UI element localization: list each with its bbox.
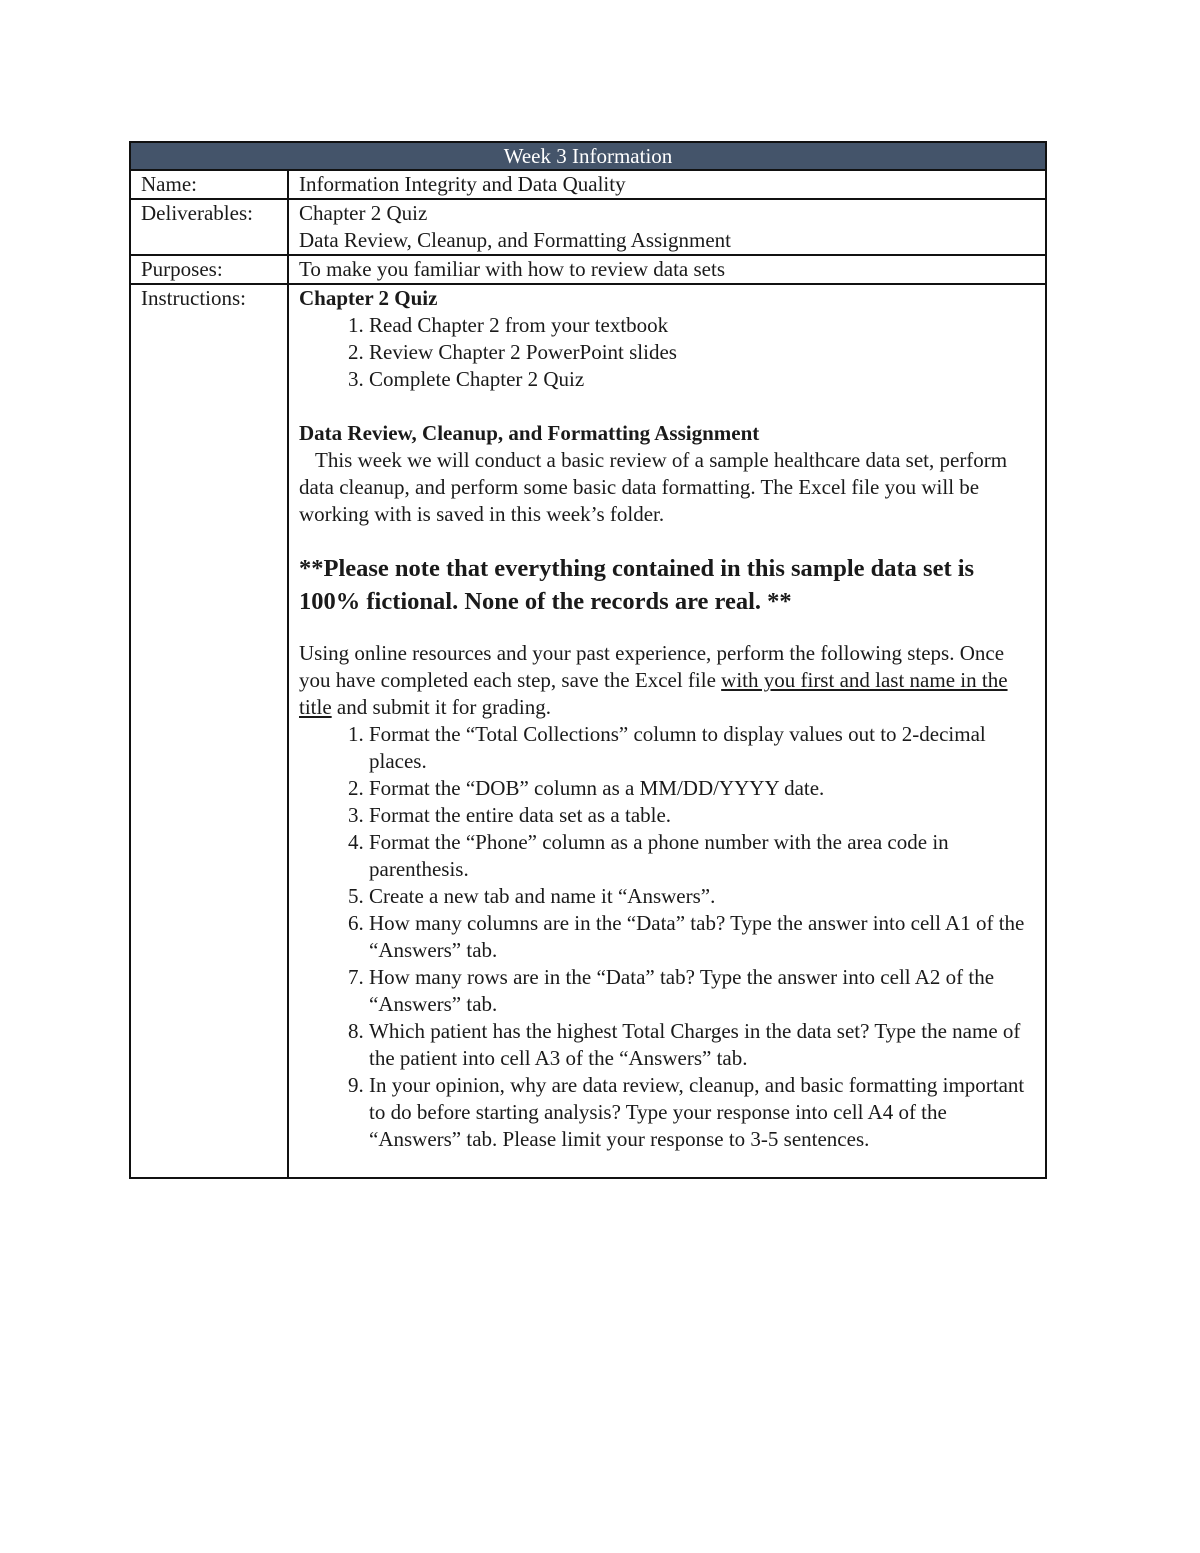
list-item: 7. How many rows are in the “Data” tab? Type the answer into cell A2 of the “Answers” tab. <box>369 964 1035 1018</box>
fictional-data-notice: **Please note that everything contained in this sample data set is 100% fictional. None of the records are real. ** <box>299 555 975 615</box>
instructions-content <box>288 284 1046 1178</box>
instructions-label: Instructions: <box>130 284 288 1178</box>
steps-intro <box>299 640 1035 721</box>
deliverables-label: Deliverables: <box>130 199 288 255</box>
name-label: Name: <box>130 170 288 199</box>
steps-intro-underlined: with you first and last name in the title <box>299 668 1008 719</box>
list-item: 3. Format the entire data set as a table. <box>369 802 1035 829</box>
list-item: 4. Format the “Phone” column as a phone number with the area code in parenthesis. <box>369 829 1035 883</box>
list-item: 5. Create a new tab and name it “Answers”. <box>369 883 1035 910</box>
steps-intro-end: and submit it for grading. <box>331 695 551 719</box>
list-item: 1. Read Chapter 2 from your textbook <box>369 312 1035 339</box>
list-item: 3. Complete Chapter 2 Quiz <box>369 366 1035 393</box>
week-info-table <box>129 141 1047 1179</box>
purposes-label: Purposes: <box>130 255 288 284</box>
list-item: 8. Which patient has the highest Total Charges in the data set? Type the name of the patient into cell A3 of the “Answers” tab. <box>369 1018 1035 1072</box>
name-value: Information Integrity and Data Quality <box>288 170 1046 199</box>
list-item: 2. Review Chapter 2 PowerPoint slides <box>369 339 1035 366</box>
purposes-value: To make you familiar with how to review data sets <box>288 255 1046 284</box>
list-item: 6. How many columns are in the “Data” tab? Type the answer into cell A1 of the “Answers” tab. <box>369 910 1035 964</box>
assignment-intro: This week we will conduct a basic review of a sample healthcare data set, perform data cleanup, and perform some basic data formatting. The Excel file you will be working with is saved in this week’s folder. <box>299 448 1008 526</box>
deliverables-list <box>288 199 1046 255</box>
steps-intro-start: Using online resources and your past experience, perform the following steps. Once you have completed each step, save the Excel file <box>299 641 1005 692</box>
assignment-steps-list <box>299 721 1035 1153</box>
assignment-heading: Data Review, Cleanup, and Formatting Assignment <box>299 421 760 445</box>
deliverable-item: Chapter 2 Quiz <box>299 201 428 225</box>
quiz-steps-list <box>299 312 1035 393</box>
deliverables-row <box>130 199 1046 255</box>
list-item: 1. Format the “Total Collections” column to display values out to 2-decimal places. <box>369 721 1035 775</box>
name-row <box>130 170 1046 199</box>
deliverable-item: Data Review, Cleanup, and Formatting Assignment <box>299 228 731 252</box>
purposes-row <box>130 255 1046 284</box>
table-header-title: Week 3 Information <box>130 142 1046 170</box>
quiz-heading: Chapter 2 Quiz <box>299 286 438 310</box>
list-item: 9. In your opinion, why are data review, cleanup, and basic formatting important to do before starting analysis? Type your response into cell A4 of the “Answers” tab. Please limit your response to 3-5 sentences. <box>369 1072 1035 1153</box>
list-item: 2. Format the “DOB” column as a MM/DD/YYYY date. <box>369 775 1035 802</box>
header-row <box>130 142 1046 170</box>
instructions-row <box>130 284 1046 1178</box>
